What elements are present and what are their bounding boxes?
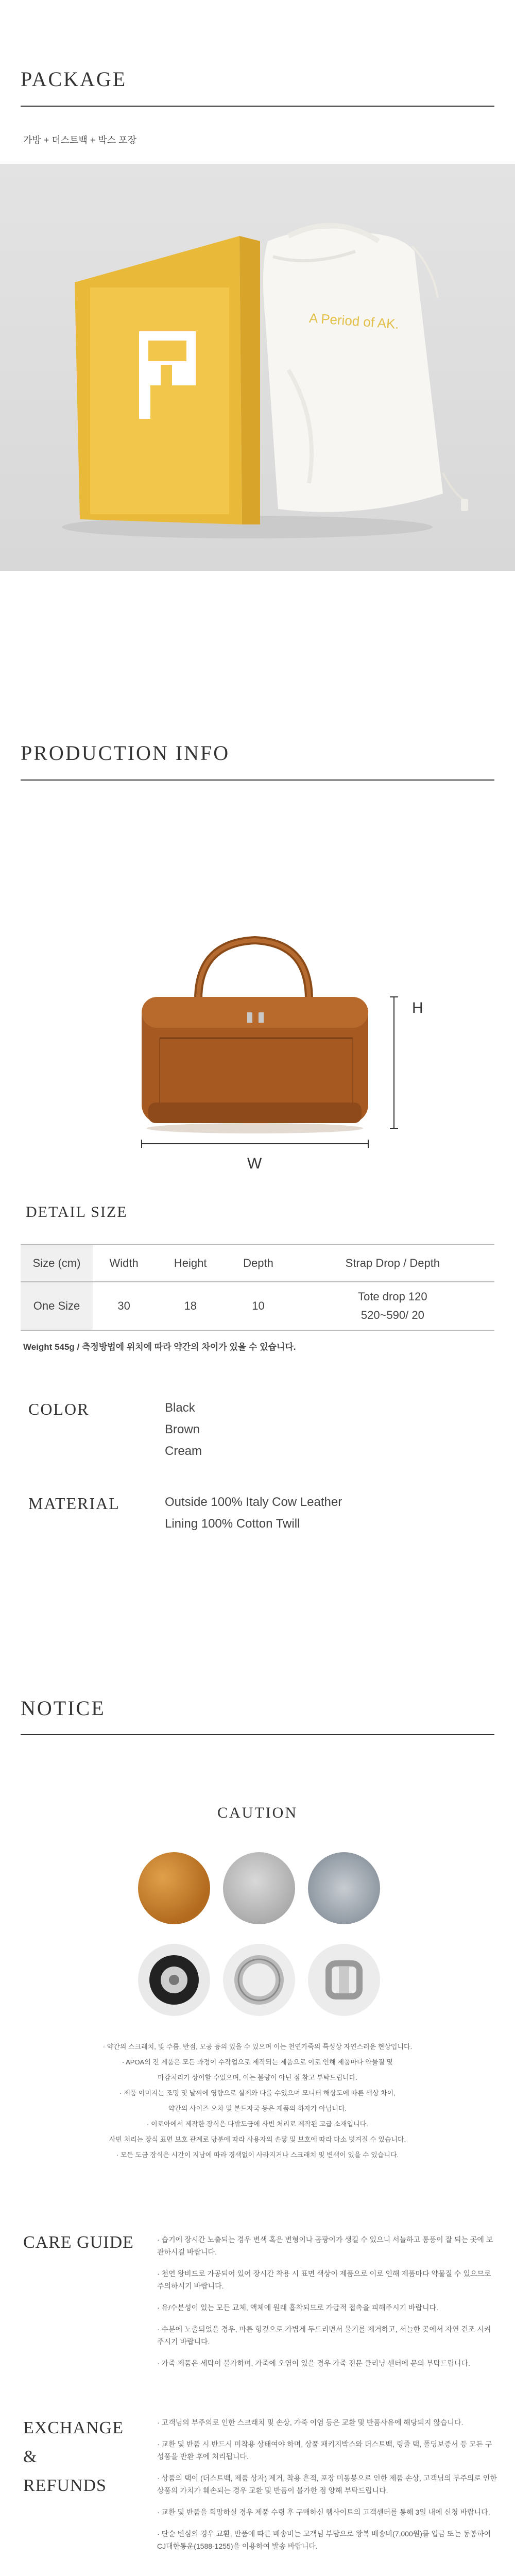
material-item: Outside 100% Italy Cow Leather [165,1495,342,1509]
size-header-cell: Size (cm) [21,1245,93,1282]
caution-note: · 모든 도금 장식은 시간이 지남에 따라 경색없이 사라지거나 스크래치 및 변색이 있을 수 있습니다. [116,2151,399,2159]
size-table-header [21,1245,494,1282]
grain-texture-image [308,1852,380,1924]
care-item: · 유/수분성이 있는 모든 교체, 액체에 원래 흡착되므로 가급적 접촉을 피해주시기 바랍니다. [157,2303,438,2312]
metal-ring-icon [223,1944,295,2016]
material-item: Lining 100% Cotton Twill [165,1517,300,1531]
care-item: · 가죽 제품은 세탁이 불가하며, 가죽에 오염이 있을 경우 가죽 전문 클리닝 센터에 문의 부탁드립니다. [157,2359,470,2367]
package-rule [21,106,494,107]
dustbag-print: A Period of AK. [308,310,400,332]
exchange-title-line: REFUNDS [23,2476,107,2495]
exchange-title-line: & [23,2447,38,2466]
scratch-texture-image [223,1852,295,1924]
size-table-row [21,1282,494,1330]
dimension-h-label: H [412,999,423,1016]
caution-notes [0,2039,515,2163]
caution-title: CAUTION [217,1804,298,1821]
exchange-title [23,2414,124,2500]
exchange-item: · 상품의 택이 (더스트백, 제품 상자) 제거, 착용 흔적, 포장 미동봉으로 인한 제품 손상, 고객님의 부주의로 인한 상품의 가치가 훼손되는 경우 교환 및 반품이 불가한 점 양해 부탁드립니다. [157,2474,497,2495]
material-label: MATERIAL [28,1494,120,1513]
weight-note: Weight 545g / 측정방법에 위치에 따라 약간의 차이가 있을 수 있습니다. [23,1342,296,1352]
production-rule [21,779,494,781]
bag-illustration [93,907,433,1175]
package-title: PACKAGE [21,67,127,91]
size-header-cell: Width [93,1245,155,1282]
exchange-item: · 고객님의 부주의로 인한 스크래치 및 손상, 가죽 이염 등은 교환 및 반품사유에 해당되지 않습니다. [157,2418,464,2427]
caution-note: 사빈 처리는 장식 표면 보호 관계로 당분에 따라 사용자의 손닿 및 보호에 따라 다소 벗겨질 수 있습니다. [109,2136,406,2143]
care-item: · 습기에 장시간 노출되는 경우 변색 혹은 변형이나 곰팡이가 생길 수 있으니 서늘하고 통풍이 잘 되는 곳에 보관하시길 바랍니다. [157,2235,493,2256]
size-header-cell: Depth [226,1245,291,1282]
caution-note: · 이로아에서 제작한 장식은 다밖도금에 사빈 처리로 제작된 고급 소재입니다. [147,2120,368,2128]
package-illustration [0,164,515,571]
color-item: Black [165,1401,195,1415]
color-list [165,1397,202,1462]
strap-tote: Tote drop 120 [358,1290,427,1303]
snap-button-icon [138,1944,210,2016]
detail-size-title: DETAIL SIZE [26,1204,128,1221]
notice-title: NOTICE [21,1697,106,1720]
strap-shoulder: 520~590/ 20 [360,1309,424,1321]
color-item: Brown [165,1422,200,1436]
package-subtitle: 가방 + 더스트백 + 박스 포장 [23,135,136,145]
exchange-title-line: EXCHANGE [23,2418,124,2437]
size-table [21,1244,494,1331]
size-cell: 10 [226,1282,291,1330]
caution-note: 약간의 사이즈 오차 및 본드자국 등은 제품의 하자가 아닙니다. [168,2105,347,2112]
caution-note: · 제품 이미지는 조명 및 날씨에 영향으로 실제와 다를 수있으며 모니터 해상도에 따른 색상 차이, [119,2089,396,2097]
notice-rule [21,1734,494,1735]
color-item: Cream [165,1444,202,1458]
exchange-item: · 교환 및 반품을 희망하실 경우 제품 수령 후 구매하신 웹사이트의 고객센터를 통해 3일 내에 신청 바랍니다. [157,2508,490,2516]
strap-cell [291,1282,494,1330]
size-cell: 30 [93,1282,155,1330]
caution-note: 마감처리가 상이할 수있으며, 이는 불량이 아닌 점 참고 부탁드립니다. [158,2074,357,2081]
exchange-text [157,2416,497,2562]
care-item: · 천연 왕비드로 가공되어 있어 장시간 착용 시 표면 색상이 제품으로 이로 인해 제품마다 약물질 수 있으므로 주의하시기 바랍니다. [157,2269,491,2290]
material-list [165,1492,342,1535]
metal-fitting-image [223,1944,295,2016]
exchange-item: · 교환 및 반품 시 반드시 미착용 상태여야 하며, 상품 패키지박스와 더스트백, 링줄 택, 폴딩보증서 등 모든 구성품을 반환 후에 처리됩니다. [157,2440,492,2461]
size-header-cell: Height [155,1245,226,1282]
color-label: COLOR [28,1400,90,1418]
exchange-item: · 단순 변심의 경우 교환, 반품에 따른 배송비는 고객님 부담으로 왕복 배송비(7,000원)를 입금 또는 동봉하여 CJ대한통운(1588-1255)을 이용하여 발송 바랍니다. [157,2530,491,2550]
leather-texture-image [138,1852,210,1924]
caution-note: · APOA의 전 제품은 모든 과정이 수작업으로 제작되는 제품으로 이로 인해 제품마다 약물질 및 [122,2058,393,2066]
caution-note: · 약간의 스크래치, 빛 주름, 반점, 모공 등의 있을 수 있으며 이는 천연가죽의 특성상 자연스러운 현상입니다. [102,2043,413,2050]
care-guide-text [157,2233,497,2379]
dimension-w-label: W [247,1155,262,1172]
care-guide-title: CARE GUIDE [23,2233,134,2252]
size-cell: 18 [155,1282,226,1330]
package-photo [0,164,515,571]
buckle-icon [308,1944,380,2016]
care-item: · 수분에 노출되었을 경우, 마른 헝겊으로 가볍게 두드리면서 물기를 제거하고, 서늘한 곳에서 자연 건조 시켜주시기 바랍니다. [157,2325,491,2346]
size-header-cell: Strap Drop / Depth [291,1245,494,1282]
size-cell: One Size [21,1282,93,1330]
buckle-hardware-image [308,1944,380,2016]
button-hardware-image [138,1944,210,2016]
production-title: PRODUCTION INFO [21,741,230,765]
